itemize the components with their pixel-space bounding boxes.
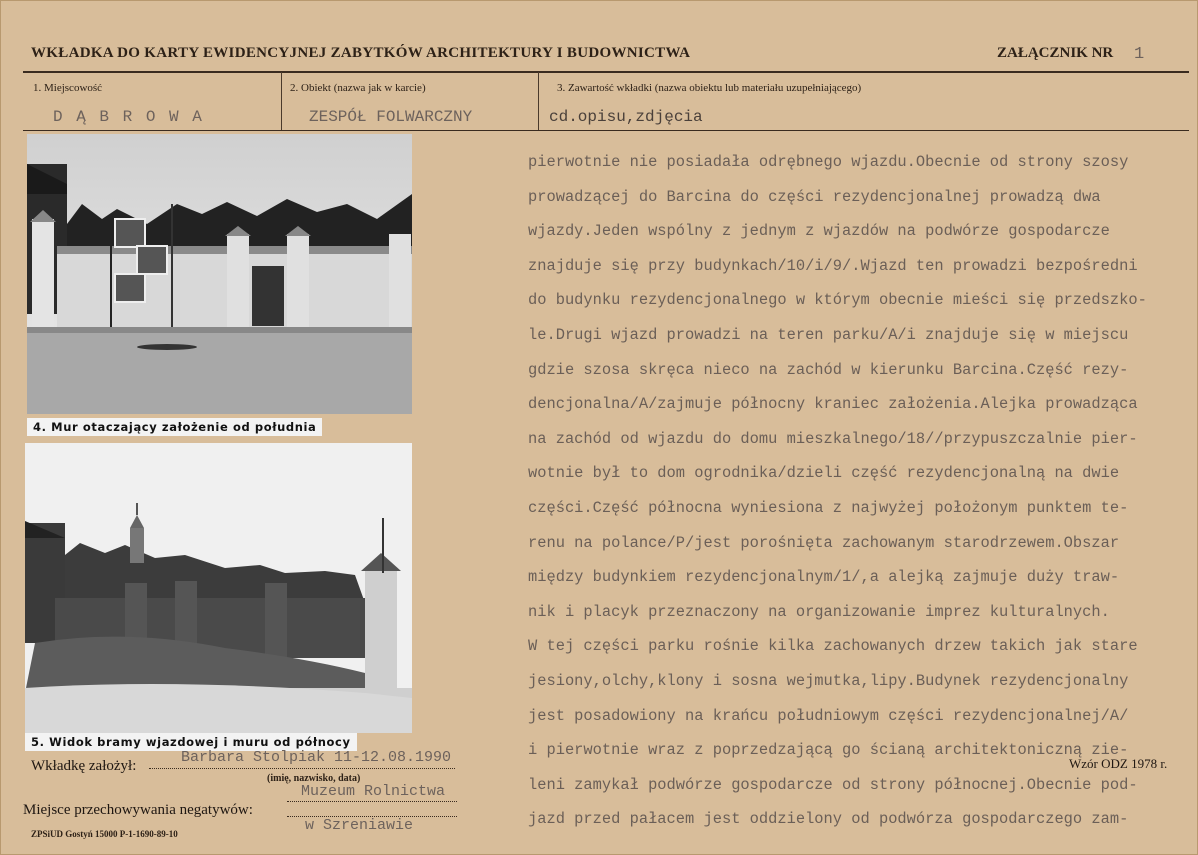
card-title: WKŁADKA DO KARTY EWIDENCYJNEJ ZABYTKÓW ARCHITEKTURY I BUDOWNICTWA xyxy=(31,45,691,61)
description-line: do budynku rezydencjonalnego w którym obecnie mieści się przedszko- xyxy=(528,291,1147,310)
print-info: ZPSiUD Gostyń 15000 P-1-1690-89-10 xyxy=(31,829,178,839)
founder-dotted-line xyxy=(149,768,455,769)
field-1-value: D Ą B R O W A xyxy=(53,108,204,126)
description-line: pierwotnie nie posiadała odrębnego wjazdu.Obecnie od strony szosy xyxy=(528,153,1129,171)
photo-gate-north xyxy=(25,443,412,733)
founder-value: Barbara Stolpiak 11-12.08.1990 xyxy=(181,749,452,766)
field-3-label: 3. Zawartość wkładki (nazwa obiektu lub materiału uzupełniającego) xyxy=(557,82,862,94)
description-line: nik i placyk przeznaczony na organizowanie imprez kulturalnych. xyxy=(528,602,1110,621)
storage-dotted-line-2 xyxy=(287,816,457,817)
description-line: jesiony,olchy,klony i sosna wejmutka,lipy.Budynek rezydencjonalny xyxy=(528,671,1129,690)
description-line: i pierwotnie wraz z poprzedzającą go ścianą architektoniczną zie- xyxy=(528,741,1129,760)
header-rule xyxy=(23,71,1189,73)
attachment-number: 1 xyxy=(1134,45,1145,64)
description-line: jest posadowiony na krańcu południowym części rezydencjonalnej/A/ xyxy=(528,706,1129,725)
field-divider xyxy=(281,72,282,130)
description-line: na zachód od wjazdu do domu mieszkalnego/18//przypuszczalnie pier- xyxy=(528,429,1138,448)
description-line: znajduje się przy budynkach/10/i/9/.Wjazd ten prowadzi bezpośredni xyxy=(528,256,1138,275)
description-line: między budynkiem rezydencjonalnym/1/,a alejką zajmuje duży traw- xyxy=(528,568,1120,587)
founder-label: Wkładkę założył: xyxy=(31,758,137,774)
fields-bottom-rule xyxy=(23,130,1189,131)
field-1-label: 1. Miejscowość xyxy=(33,82,103,94)
photo-wall-south xyxy=(27,134,412,414)
field-divider xyxy=(538,72,539,130)
field-2-label: 2. Obiekt (nazwa jak w karcie) xyxy=(290,82,426,94)
attachment-label: ZAŁĄCZNIK NR xyxy=(997,45,1114,61)
form-model: Wzór ODZ 1978 r. xyxy=(1069,756,1168,771)
description-line: renu na polance/P/jest porośnięta zachowanym starodrzewem.Obszar xyxy=(528,533,1120,552)
field-2-value: ZESPÓŁ FOLWARCZNY xyxy=(309,108,473,126)
photo-1-caption: 4. Mur otaczający założenie od południa xyxy=(27,418,322,436)
founder-hint: (imię, nazwisko, data) xyxy=(267,773,361,784)
description-line: le.Drugi wjazd prowadzi na teren parku/A/i znajduje się w miejscu xyxy=(528,325,1129,344)
storage-dotted-line-1 xyxy=(287,801,457,802)
description-line: wotnie był to dom ogrodnika/dzieli część rezydencjonalną na dwie xyxy=(528,464,1120,483)
description-line: gdzie szosa skręca nieco na zachód w kierunku Barcina.Część rezy- xyxy=(528,360,1129,379)
photo-2-caption: 5. Widok bramy wjazdowej i muru od północy xyxy=(25,733,357,751)
field-3-value: cd.opisu,zdjęcia xyxy=(549,108,703,126)
storage-label: Miejsce przechowywania negatywów: xyxy=(23,802,253,818)
description-line: W tej części parku rośnie kilka zachowanych drzew takich jak stare xyxy=(528,637,1138,656)
storage-value-1: Muzeum Rolnictwa xyxy=(301,783,446,800)
description-line: prowadzącej do Barcina do części rezydencjonalnej prowadzą dwa xyxy=(528,187,1101,206)
description-line: części.Część północna wyniesiona z najwyżej położonym punktem te- xyxy=(528,498,1129,517)
storage-value-2: w Szreniawie xyxy=(305,817,414,834)
description-line: leni zamykał podwórze gospodarcze od strony północnej.Obecnie pod- xyxy=(528,775,1138,794)
description-text xyxy=(528,149,1190,841)
description-line: jazd przed pałacem jest oddzielony od podwórza gospodarczego zam- xyxy=(528,810,1129,829)
description-line: wjazdy.Jeden wspólny z jednym z wjazdów na podwórze gospodarcze xyxy=(528,222,1110,241)
description-line: dencjonalna/A/zajmuje północny kraniec założenia.Alejka prowadząca xyxy=(528,395,1138,414)
